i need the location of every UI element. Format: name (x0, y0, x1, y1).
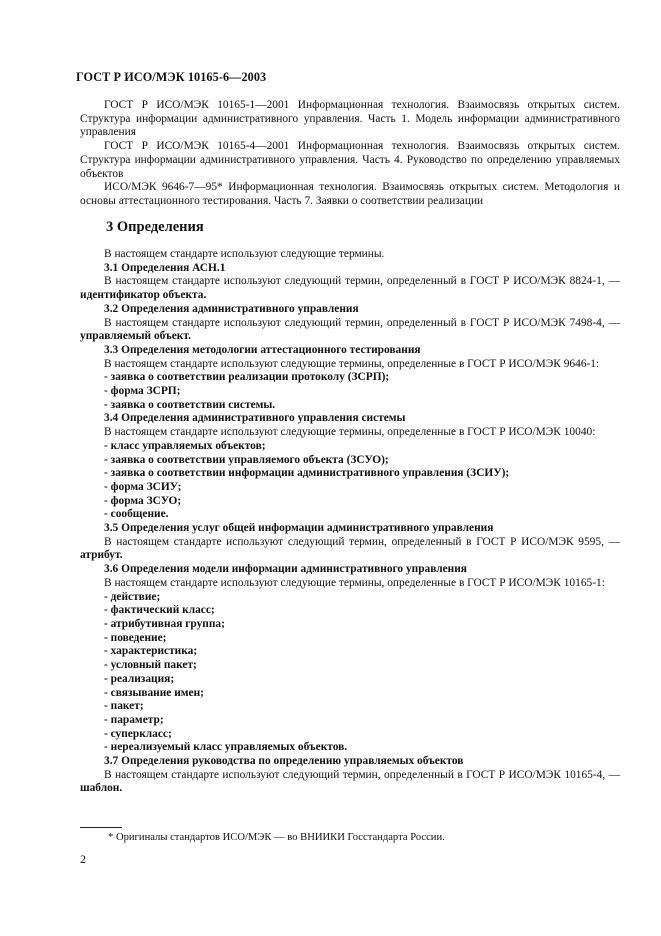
term-list-item: - действие; (104, 590, 161, 603)
definition-paragraph: В настоящем стандарте используют следующие термины, определенные в ГОСТ Р ИСО/МЭК 9646-1: (104, 357, 600, 370)
term-list-item: - нереализуемый класс управляемых объектов. (104, 741, 348, 754)
term-list-item: - заявка о соответствии информации административного управления (ЗСИУ); (104, 467, 510, 480)
definition-paragraph (80, 317, 620, 344)
definition-text: В настоящем стандарте используют следующий термин, определенный в ГОСТ Р ИСО/МЭК 8824-1, — (104, 275, 620, 288)
page-number: 2 (80, 852, 86, 866)
subsection-heading: 3.3 Определения методологии аттестационного тестирования (104, 343, 421, 356)
subsection-heading: 3.5 Определения услуг общей информации административного управления (104, 522, 494, 535)
term-list-item: - реализация; (104, 672, 175, 685)
defined-term: шаблон. (80, 782, 123, 795)
term-list-item: - поведение; (104, 631, 167, 644)
definitions-body (80, 248, 620, 796)
definition-paragraph (80, 275, 620, 302)
term-list-item: - атрибутивная группа; (104, 617, 225, 630)
term-list-item: - фактический класс; (104, 604, 215, 617)
definition-paragraph: В настоящем стандарте используют следующие термины, определенные в ГОСТ Р ИСО/МЭК 10165-1: (104, 576, 605, 589)
term-list-item: - связывание имен; (104, 686, 204, 699)
term-list-item: - форма ЗСИУ; (104, 480, 182, 493)
term-list-item: - сообщение. (104, 508, 169, 521)
reference-item: ГОСТ Р ИСО/МЭК 10165-1—2001 Информационная технология. Взаимосвязь открытых систем. Структура информации административного управления. Часть 1. Модель информации административного управления (80, 99, 620, 139)
term-list-item: - форма ЗСУО; (104, 494, 182, 507)
footnote: * Оригиналы стандартов ИСО/МЭК — во ВНИИКИ Госстандарта России. (108, 832, 445, 843)
defined-term: атрибут. (80, 549, 123, 562)
term-list-item: - условный пакет; (104, 659, 197, 672)
term-list-item: - параметр; (104, 713, 164, 726)
page-header: ГОСТ Р ИСО/МЭК 10165-6—2003 (76, 70, 267, 84)
term-list-item: - суперкласс; (104, 727, 172, 740)
defined-term: управляемый объект. (80, 330, 191, 343)
term-list-item: - заявка о соответствии управляемого объекта (ЗСУО); (104, 453, 389, 466)
definition-paragraph (80, 769, 620, 796)
references-list (80, 99, 620, 209)
footnote-divider (80, 827, 122, 828)
term-list-item: - заявка о соответствии реализации протоколу (ЗСРП); (104, 371, 390, 384)
definition-paragraph: В настоящем стандарте используют следующие термины, определенные в ГОСТ Р ИСО/МЭК 10040: (104, 426, 596, 439)
section-title: 3 Определения (106, 219, 204, 235)
subsection-heading: 3.6 Определения модели информации административного управления (104, 563, 467, 576)
subsection-heading: 3.7 Определения руководства по определению управляемых объектов (104, 755, 464, 768)
definition-text: В настоящем стандарте используют следующий термин, определенный в ГОСТ Р ИСО/МЭК 7498-4, — (104, 316, 620, 329)
term-list-item: - форма ЗСРП; (104, 385, 181, 398)
reference-item: ИСО/МЭК 9646-7—95* Информационная технология. Взаимосвязь открытых систем. Методология и основы аттестационного тестирования. Часть 7. Заявки о соответствии реализации (80, 181, 620, 207)
definition-text: В настоящем стандарте используют следующий термин, определенный в ГОСТ Р ИСО/МЭК 9595, — (104, 535, 620, 548)
term-list-item: - заявка о соответствии системы. (104, 398, 276, 411)
definition-paragraph (80, 536, 620, 563)
term-list-item: - характеристика; (104, 645, 198, 658)
section-intro: В настоящем стандарте используют следующие термины. (104, 248, 385, 260)
subsection-heading: 3.4 Определения административного управления системы (104, 412, 406, 425)
term-list-item: - класс управляемых объектов; (104, 439, 266, 452)
subsection-heading: 3.1 Определения АСН.1 (104, 261, 226, 274)
defined-term: идентификатор объекта. (80, 289, 207, 302)
reference-item: ГОСТ Р ИСО/МЭК 10165-4—2001 Информационная технология. Взаимосвязь открытых систем. Структура информации административного управления. Часть 4. Руководство по определению управляемых объектов (80, 140, 620, 180)
term-list-item: - пакет; (104, 700, 144, 713)
subsection-heading: 3.2 Определения административного управления (104, 302, 359, 315)
definition-text: В настоящем стандарте используют следующий термин, определенный в ГОСТ Р ИСО/МЭК 10165-4, — (104, 768, 620, 781)
